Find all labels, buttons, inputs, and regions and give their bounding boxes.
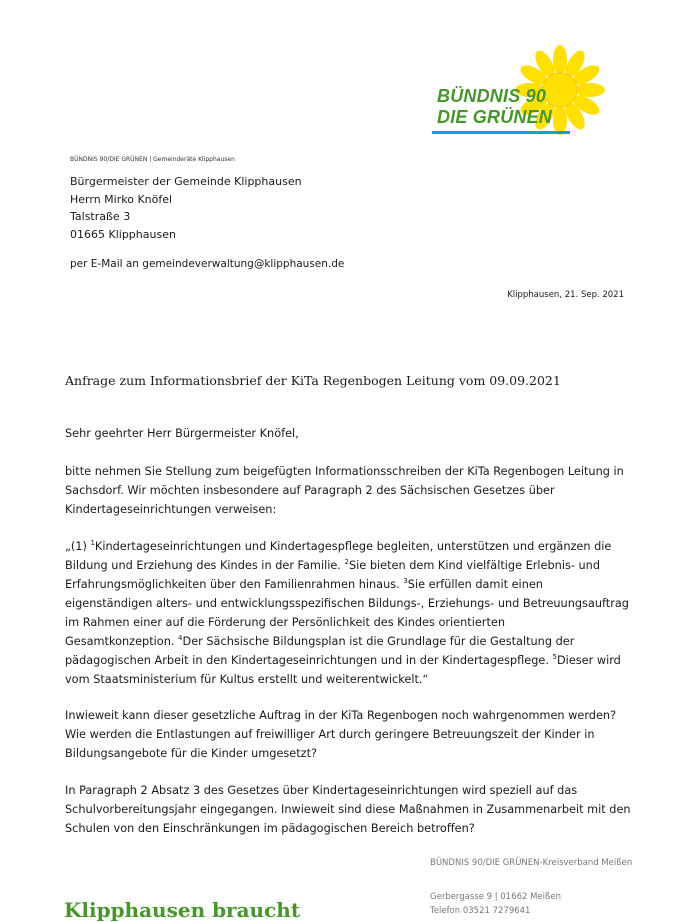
greeting-text: Sehr geehrter Herr Bürgermeister Knöfel, <box>65 427 299 440</box>
text-line: Schulvorbereitungsjahr eingegangen. Inwieweit sind diese Maßnahmen in Zusammenarbeit mit den <box>65 803 631 816</box>
paragraph-intro <box>65 462 625 519</box>
text-line: Schulen von den Einschränkungen im pädagogischen Bereich betroffen? <box>65 822 475 835</box>
subject-line: Anfrage zum Informationsbrief der KiTa Regenbogen Leitung vom 09.09.2021 <box>65 373 561 388</box>
text-line: Inwieweit kann dieser gesetzliche Auftrag in der KiTa Regenbogen noch wahrgenommen werden? <box>65 709 617 722</box>
recipient-line: Bürgermeister der Gemeinde Klipphausen <box>70 175 302 188</box>
recipient-address <box>70 173 302 243</box>
text-line: bitte nehmen Sie Stellung zum beigefügten Informationsschreiben der KiTa Regenbogen Leitung in <box>65 465 624 478</box>
law-quote <box>65 537 629 689</box>
footer-address-line: Gerbergasse 9 | 01662 Meißen <box>430 892 561 902</box>
text-line: pädagogischen Arbeit in den Kindertageseinrichtungen und in der Kindertagespflege. $^5$Dieser wird <box>65 653 621 667</box>
logo-line-2: DIE GRÜNEN <box>437 107 553 127</box>
paragraph-school <box>65 781 631 838</box>
logo-wordmark <box>437 86 552 128</box>
text-line: Wie werden die Entlastungen auf freiwilliger Art durch geringere Betreuungszeit der Kinder in <box>65 728 595 741</box>
sender-line: BÜNDNIS 90/DIE GRÜNEN | Gemeinderäte Klipphausen <box>70 156 235 163</box>
text-line: Kindertageseinrichtungen verweisen: <box>65 503 277 516</box>
text-line: eigenständigen alters- und entwicklungsspezifischen Bildungs-, Erziehungs- und Betreuungsauftrag <box>65 597 629 610</box>
text-line: vom Staatsministerium für Kultus erstellt und weiterentwickelt.“ <box>65 673 429 686</box>
logo-underline <box>432 131 570 134</box>
footer-slogan: Klipphausen braucht <box>64 898 301 922</box>
logo-line-1: BÜNDNIS 90 <box>437 86 547 106</box>
footer-phone-line: Telefon 03521 7279641 <box>430 906 531 916</box>
text-line: Bildung und Erziehung des Kindes in der Familie. $^2$Sie bieten dem Kind vielfältige Erlebnis- und <box>65 558 601 572</box>
text-line: In Paragraph 2 Absatz 3 des Gesetzes über Kindertageseinrichtungen wird speziell auf das <box>65 784 578 797</box>
recipient-line: Herrn Mirko Knöfel <box>70 192 173 206</box>
paragraph-questions <box>65 706 625 763</box>
recipient-line: 01665 Klipphausen <box>70 227 176 241</box>
date-line: Klipphausen, 21. Sep. 2021 <box>507 290 624 300</box>
footer-address <box>430 890 561 918</box>
text-line: Bildungsangebote für die Kinder umgesetzt? <box>65 747 318 760</box>
text-line: Sachsdorf. Wir möchten insbesondere auf Paragraph 2 des Sächsischen Gesetzes über <box>65 484 555 497</box>
email-line: per E-Mail an gemeindeverwaltung@klipphausen.de <box>70 258 345 270</box>
recipient-line: Talstraße 3 <box>70 210 131 223</box>
text-line: im Rahmen einer auf die Förderung der Persönlichkeit des Kindes orientierten <box>65 616 505 629</box>
footer-organization: BÜNDNIS 90/DIE GRÜNEN-Kreisverband Meißen <box>430 858 633 868</box>
text-line: Erfahrungsmöglichkeiten über den Familienrahmen hinaus. $^3$Sie erfüllen damit einen <box>65 577 543 591</box>
text-line: „(1) $^1$Kindertageseinrichtungen und Kindertagespflege begleiten, unterstützen und ergänzen die <box>65 539 612 553</box>
greeting <box>65 424 625 443</box>
text-line: Gesamtkonzeption. $^4$Der Sächsische Bildungsplan ist die Grundlage für die Gestaltung der <box>65 634 575 648</box>
